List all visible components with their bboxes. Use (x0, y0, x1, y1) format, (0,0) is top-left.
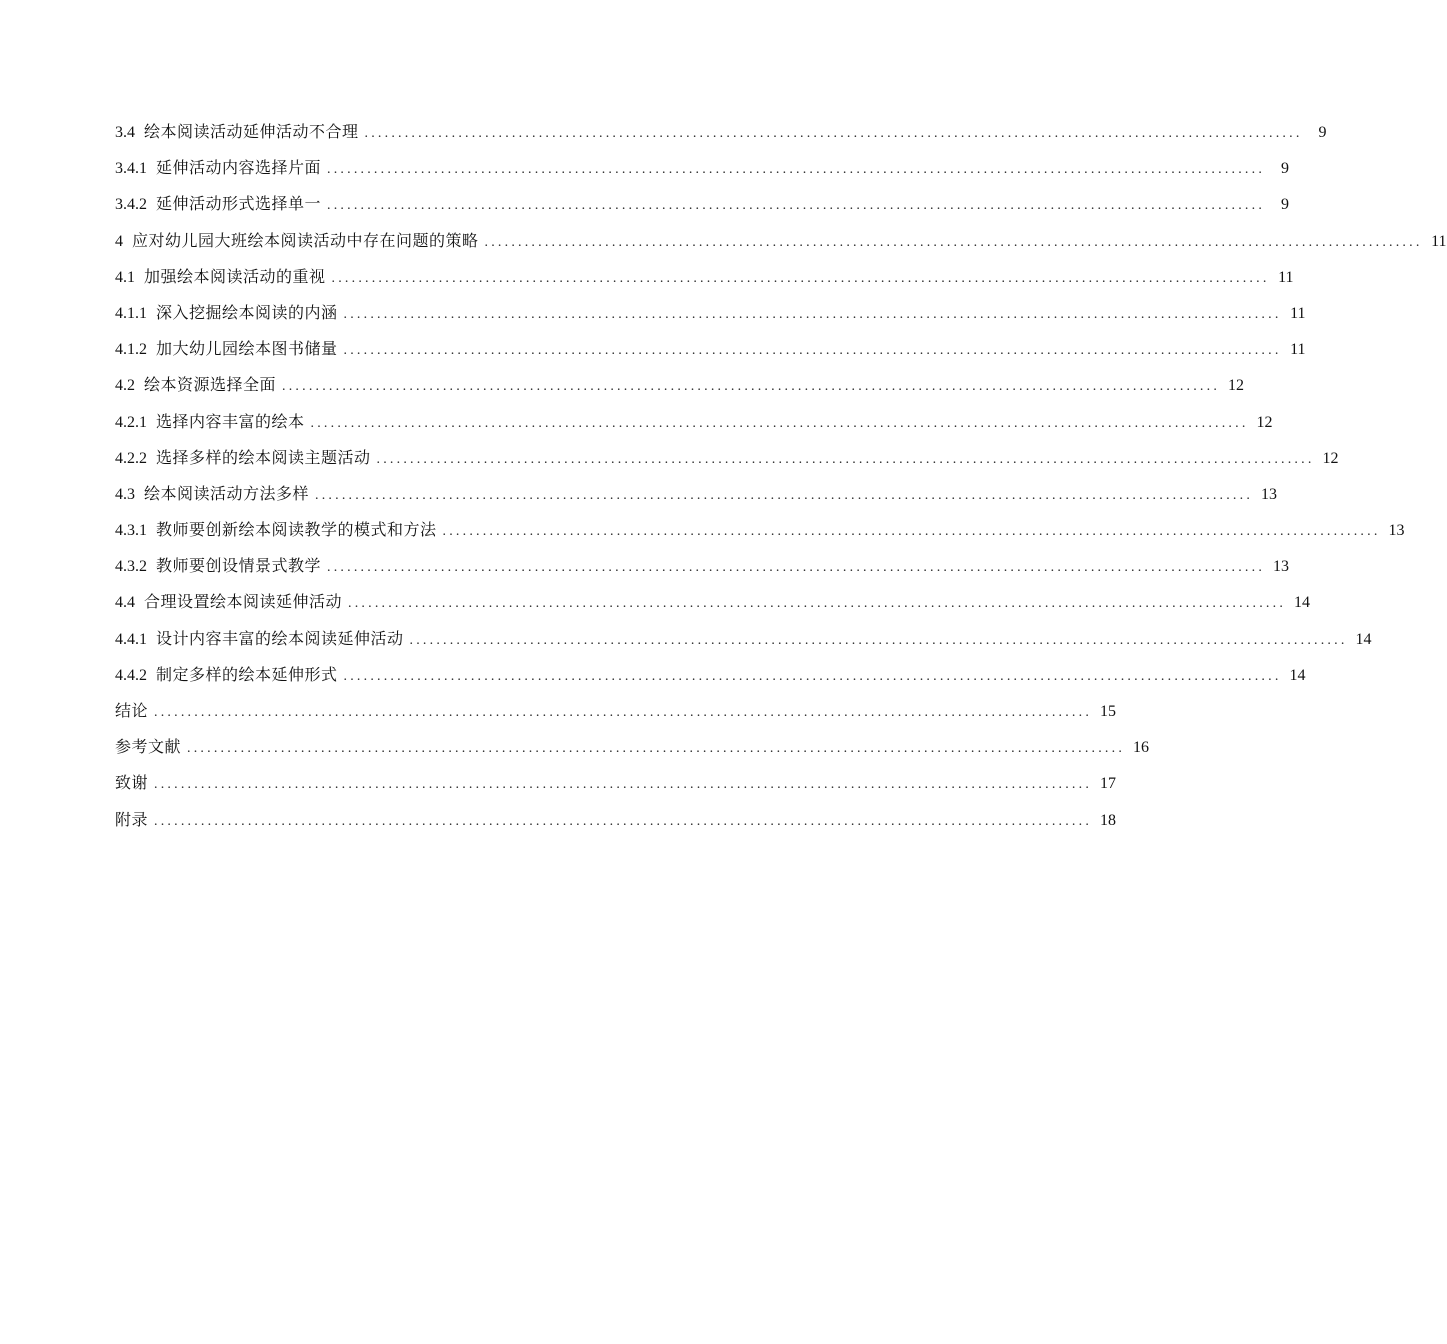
toc-dot-leader: ............................................................................................................................................ (327, 162, 1266, 178)
toc-section-number: 4.4.1 (115, 630, 147, 648)
toc-entry[interactable] (115, 729, 1150, 765)
toc-entry[interactable] (115, 295, 1306, 331)
toc-entry-text (115, 621, 404, 658)
toc-section-number: 4.1.2 (115, 341, 147, 359)
toc-section-number: 4.2.2 (115, 449, 147, 467)
toc-entry-text (115, 404, 305, 441)
toc-dot-leader: ............................................................................................................................................ (282, 379, 1221, 395)
table-of-contents (115, 114, 1447, 838)
toc-entry-text (115, 476, 309, 513)
toc-entry[interactable] (115, 584, 1311, 620)
toc-dot-leader: ............................................................................................................................................ (154, 813, 1093, 829)
toc-entry-text (115, 186, 321, 223)
toc-section-title: 合理设置绘本阅读延伸活动 (144, 592, 343, 612)
toc-page-number: 16 (1133, 739, 1150, 757)
toc-page-number: 14 (1289, 666, 1306, 684)
toc-section-number: 4.3.2 (115, 558, 147, 576)
toc-section-number: 4 (115, 232, 123, 250)
toc-dot-leader: ............................................................................................................................................ (364, 126, 1303, 141)
toc-entry[interactable] (115, 693, 1117, 729)
toc-entry[interactable] (115, 765, 1117, 801)
toc-entry[interactable] (115, 621, 1372, 657)
toc-entry[interactable] (115, 802, 1117, 838)
toc-page-number: 11 (1290, 341, 1306, 359)
toc-section-title: 应对幼儿园大班绘本阅读活动中存在问题的策略 (132, 230, 479, 250)
toc-dot-leader: ............................................................................................................................................ (442, 524, 1381, 540)
toc-section-number: 4.2.1 (115, 413, 147, 431)
toc-entry[interactable] (115, 150, 1290, 186)
toc-section-title: 致谢 (115, 773, 149, 793)
toc-dot-leader: ............................................................................................................................................ (331, 270, 1270, 286)
toc-dot-leader: ............................................................................................................................................ (187, 741, 1126, 757)
toc-dot-leader: ............................................................................................................................................ (343, 343, 1282, 359)
toc-entry-text (115, 548, 321, 585)
toc-section-title: 选择内容丰富的绘本 (156, 411, 305, 431)
toc-page-number: 11 (1290, 304, 1306, 322)
toc-entry[interactable] (115, 367, 1245, 403)
toc-section-title: 设计内容丰富的绘本阅读延伸活动 (156, 628, 404, 648)
toc-page-number: 12 (1322, 449, 1339, 467)
toc-section-number: 4.1.1 (115, 304, 147, 322)
toc-page-number: 17 (1100, 775, 1117, 793)
toc-dot-leader: ............................................................................................................................................ (343, 306, 1282, 322)
toc-entry-text (115, 657, 338, 694)
toc-entry[interactable] (115, 259, 1294, 295)
toc-section-number: 4.2 (115, 377, 135, 395)
toc-dot-leader: ............................................................................................................................................ (315, 487, 1254, 503)
toc-entry[interactable] (115, 512, 1405, 548)
toc-dot-leader: ............................................................................................................................................ (310, 415, 1249, 431)
toc-page-number: 13 (1273, 558, 1290, 576)
toc-page-number: 9 (1281, 196, 1290, 214)
toc-entry[interactable] (115, 331, 1306, 367)
toc-entry-text (115, 693, 148, 729)
toc-section-number: 4.4 (115, 594, 135, 612)
toc-dot-leader: ............................................................................................................................................ (348, 596, 1287, 612)
toc-dot-leader: ............................................................................................................................................ (409, 632, 1348, 648)
toc-entry-text (115, 114, 359, 151)
toc-section-title: 附录 (115, 809, 149, 829)
toc-page-number: 9 (1318, 124, 1327, 141)
toc-entry[interactable] (115, 548, 1290, 584)
toc-entry-text (115, 223, 479, 260)
toc-section-title: 制定多样的绘本延伸形式 (156, 664, 338, 684)
toc-section-title: 教师要创新绘本阅读教学的模式和方法 (156, 520, 437, 540)
toc-entry[interactable] (115, 186, 1290, 222)
toc-dot-leader: ............................................................................................................................................ (376, 451, 1315, 467)
toc-entry-text (115, 729, 181, 765)
toc-dot-leader: ............................................................................................................................................ (327, 560, 1266, 576)
toc-section-number: 4.1 (115, 268, 135, 286)
toc-entry-text (115, 331, 338, 368)
toc-dot-leader: ............................................................................................................................................ (327, 198, 1266, 214)
toc-entry[interactable] (115, 657, 1306, 693)
toc-section-number: 4.3 (115, 485, 135, 503)
toc-page-number: 12 (1228, 377, 1245, 395)
toc-section-title: 加大幼儿园绘本图书储量 (156, 339, 338, 359)
toc-entry[interactable] (115, 404, 1273, 440)
toc-entry[interactable] (115, 114, 1327, 150)
toc-dot-leader: ............................................................................................................................................ (154, 777, 1093, 793)
toc-page-number: 14 (1355, 630, 1372, 648)
toc-section-title: 绘本阅读活动方法多样 (144, 483, 310, 503)
toc-section-number: 4.3.1 (115, 522, 147, 540)
toc-section-title: 延伸活动内容选择片面 (156, 158, 322, 178)
toc-page-number: 12 (1256, 413, 1273, 431)
toc-entry-text (115, 802, 148, 838)
toc-entry-text (115, 150, 321, 187)
toc-section-title: 延伸活动形式选择单一 (156, 194, 322, 214)
toc-page-number: 13 (1261, 485, 1278, 503)
toc-section-title: 参考文献 (115, 737, 182, 757)
toc-page-number: 11 (1278, 268, 1294, 286)
toc-entry-text (115, 295, 338, 332)
toc-page-number: 14 (1294, 594, 1311, 612)
toc-entry-text (115, 765, 148, 801)
toc-dot-leader: ............................................................................................................................................ (154, 705, 1093, 720)
toc-section-number: 3.4.2 (115, 196, 147, 214)
toc-entry-text (115, 259, 326, 296)
toc-section-number: 3.4.1 (115, 160, 147, 178)
toc-section-number: 3.4 (115, 124, 135, 141)
toc-section-title: 加强绘本阅读活动的重视 (144, 266, 326, 286)
toc-entry-text (115, 440, 371, 477)
toc-entry[interactable] (115, 440, 1339, 476)
toc-entry-text (115, 584, 342, 621)
toc-page-number: 9 (1281, 160, 1290, 178)
toc-page-number: 13 (1388, 522, 1405, 540)
toc-page-number: 18 (1100, 811, 1117, 829)
toc-section-title: 绘本阅读活动延伸活动不合理 (144, 122, 359, 141)
toc-dot-leader: ............................................................................................................................................ (484, 234, 1423, 250)
toc-section-title: 深入挖掘绘本阅读的内涵 (156, 302, 338, 322)
toc-section-title: 教师要创设情景式教学 (156, 556, 322, 576)
toc-section-title: 结论 (115, 701, 149, 720)
toc-section-title: 绘本资源选择全面 (144, 375, 277, 395)
toc-page-number: 11 (1431, 232, 1447, 250)
toc-dot-leader: ............................................................................................................................................ (343, 668, 1282, 684)
toc-entry[interactable] (115, 476, 1278, 512)
toc-entry-text (115, 367, 276, 404)
toc-entry-text (115, 512, 437, 549)
toc-page-number: 15 (1100, 703, 1117, 720)
toc-entry[interactable] (115, 223, 1447, 259)
toc-section-number: 4.4.2 (115, 666, 147, 684)
toc-section-title: 选择多样的绘本阅读主题活动 (156, 447, 371, 467)
